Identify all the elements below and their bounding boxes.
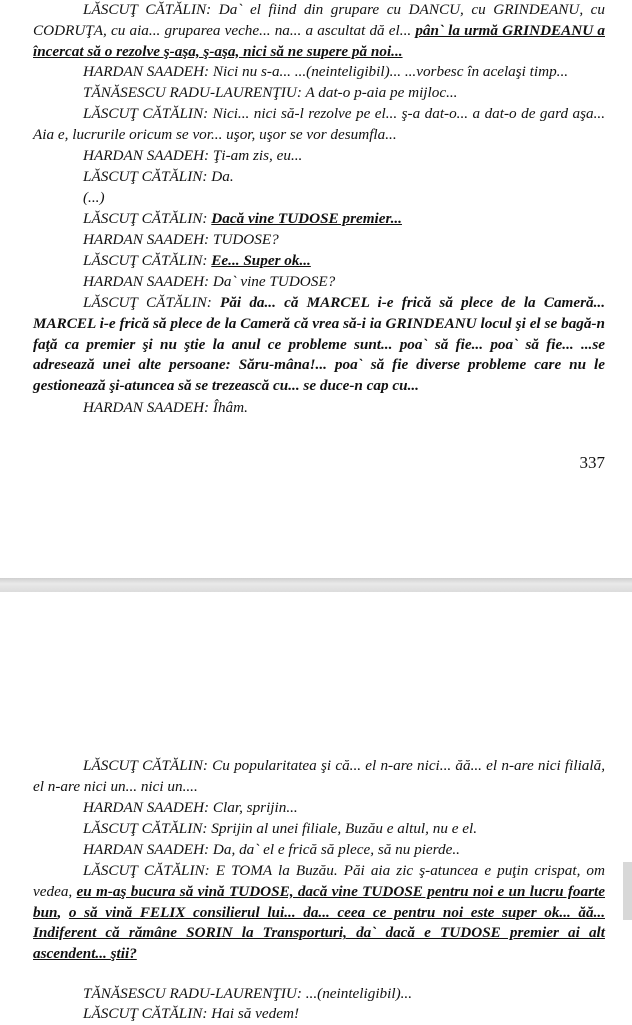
transcript-paragraph [33,293,605,397]
transcript-line [33,251,605,272]
transcript-line: LĂSCUŢ CĂTĂLIN: Sprijin al unei filiale, Buzău e altul, nu e el. [83,820,478,837]
scan-edge-mark [623,862,632,920]
transcript-line: LĂSCUŢ CĂTĂLIN: Da. [83,168,234,185]
transcript-paragraph [33,0,605,62]
highlighted-utterance: Ee... Super ok... [211,252,311,269]
document-page-next [0,592,632,1024]
transcript-line: HARDAN SAADEH: Ţi-am zis, eu... [83,147,303,164]
transcript-paragraph [33,861,605,965]
transcript-line: HARDAN SAADEH: Clar, sprijin... [83,799,298,816]
transcript-line: HARDAN SAADEH: Da` vine TUDOSE? [83,273,336,290]
speaker-name: LĂSCUŢ CĂTĂLIN: [83,294,221,311]
transcript-line: TĂNĂSESCU RADU-LAURENŢIU: ...(neinteligibil)... [83,985,413,1002]
highlighted-utterance: Dacă vine TUDOSE premier... [211,210,402,227]
speaker-name: LĂSCUŢ CĂTĂLIN: [83,210,212,227]
transcript-line: HARDAN SAADEH: Nici nu s-a... ...(neinteligibil)... ...vorbesc în acelaşi timp... [83,63,569,80]
speaker-name: LĂSCUŢ CĂTĂLIN: [83,252,212,269]
utterance-punctuation: , [57,903,69,921]
transcript-paragraph: LĂSCUŢ CĂTĂLIN: Nici... nici să-l rezolve pe el... ş-a dat-o... a dat-o de gard aşa... Aia e, lucrurile oricum se vor... uşor, uşor se vor desumfla... [33,105,605,143]
speaker-name: LĂSCUŢ CĂTĂLIN: [83,1,212,18]
transcript-line: HARDAN SAADEH: TUDOSE? [83,231,279,248]
utterance-text: Da` el fiind din grupare cu DANCU, cu GRINDEANU, cu CODRUŢA, cu aia... gruparea veche... na... a ascultat dă el... [33,1,605,39]
omission-marker: (...) [83,189,105,206]
highlighted-utterance: eu m-aş bucura să vină TUDOSE, dacă vine TUDOSE pentru noi e un lucru foarte bun [33,882,605,921]
utterance-text: E TOMA la Buzău. Păi aia zic ş-atuncea e puţin crispat, om vedea, [33,862,605,900]
bold-utterance: Păi da... că MARCEL i-e frică să plece de la Cameră... MARCEL i-e frică să plece de la Cameră că vrea să-i ia GRINDEANU locul şi el se bagă-n faţă ca premier şi nu ştie la anul ce probleme sunt... poa` să fie... poa` să fie... ...se adresează unei alte persoane: Săru-mâna!... poa` să fie diverse probleme care nu le gestionează şi-atuncea să se trezească cu... se duce-n cap cu... [33,294,605,395]
speaker-name: LĂSCUŢ CĂTĂLIN: [83,862,210,879]
transcript-line: LĂSCUŢ CĂTĂLIN: Hai să vedem! [83,1005,299,1022]
highlighted-utterance: pân` la urmă GRINDEANU a încercat să o rezolve ş-aşa, ş-aşa, nici să ne supere pă noi... [33,21,605,60]
highlighted-utterance: o să vină FELIX consilierul lui... da... ceea ce pentru noi este super ok... ăă... Indiferent că rămâne SORIN la Transporturi, da` dacă e TUDOSE premier ai alt ascendent... ştii? [33,903,605,963]
transcript-line [33,209,605,230]
transcript-line: HARDAN SAADEH: Îhâm. [83,399,248,416]
transcript-paragraph: LĂSCUŢ CĂTĂLIN: Cu popularitatea şi că... el n-are nici... ăă... el n-are nici filială, el n-are nici un... nici un.... [33,757,605,795]
page-separator [0,578,632,592]
page-number: 337 [579,453,605,472]
transcript-line: TĂNĂSESCU RADU-LAURENŢIU: A dat-o p-aia pe mijloc... [83,84,458,101]
transcript-line: HARDAN SAADEH: Da, da` el e frică să plece, să nu pierde.. [83,841,460,858]
